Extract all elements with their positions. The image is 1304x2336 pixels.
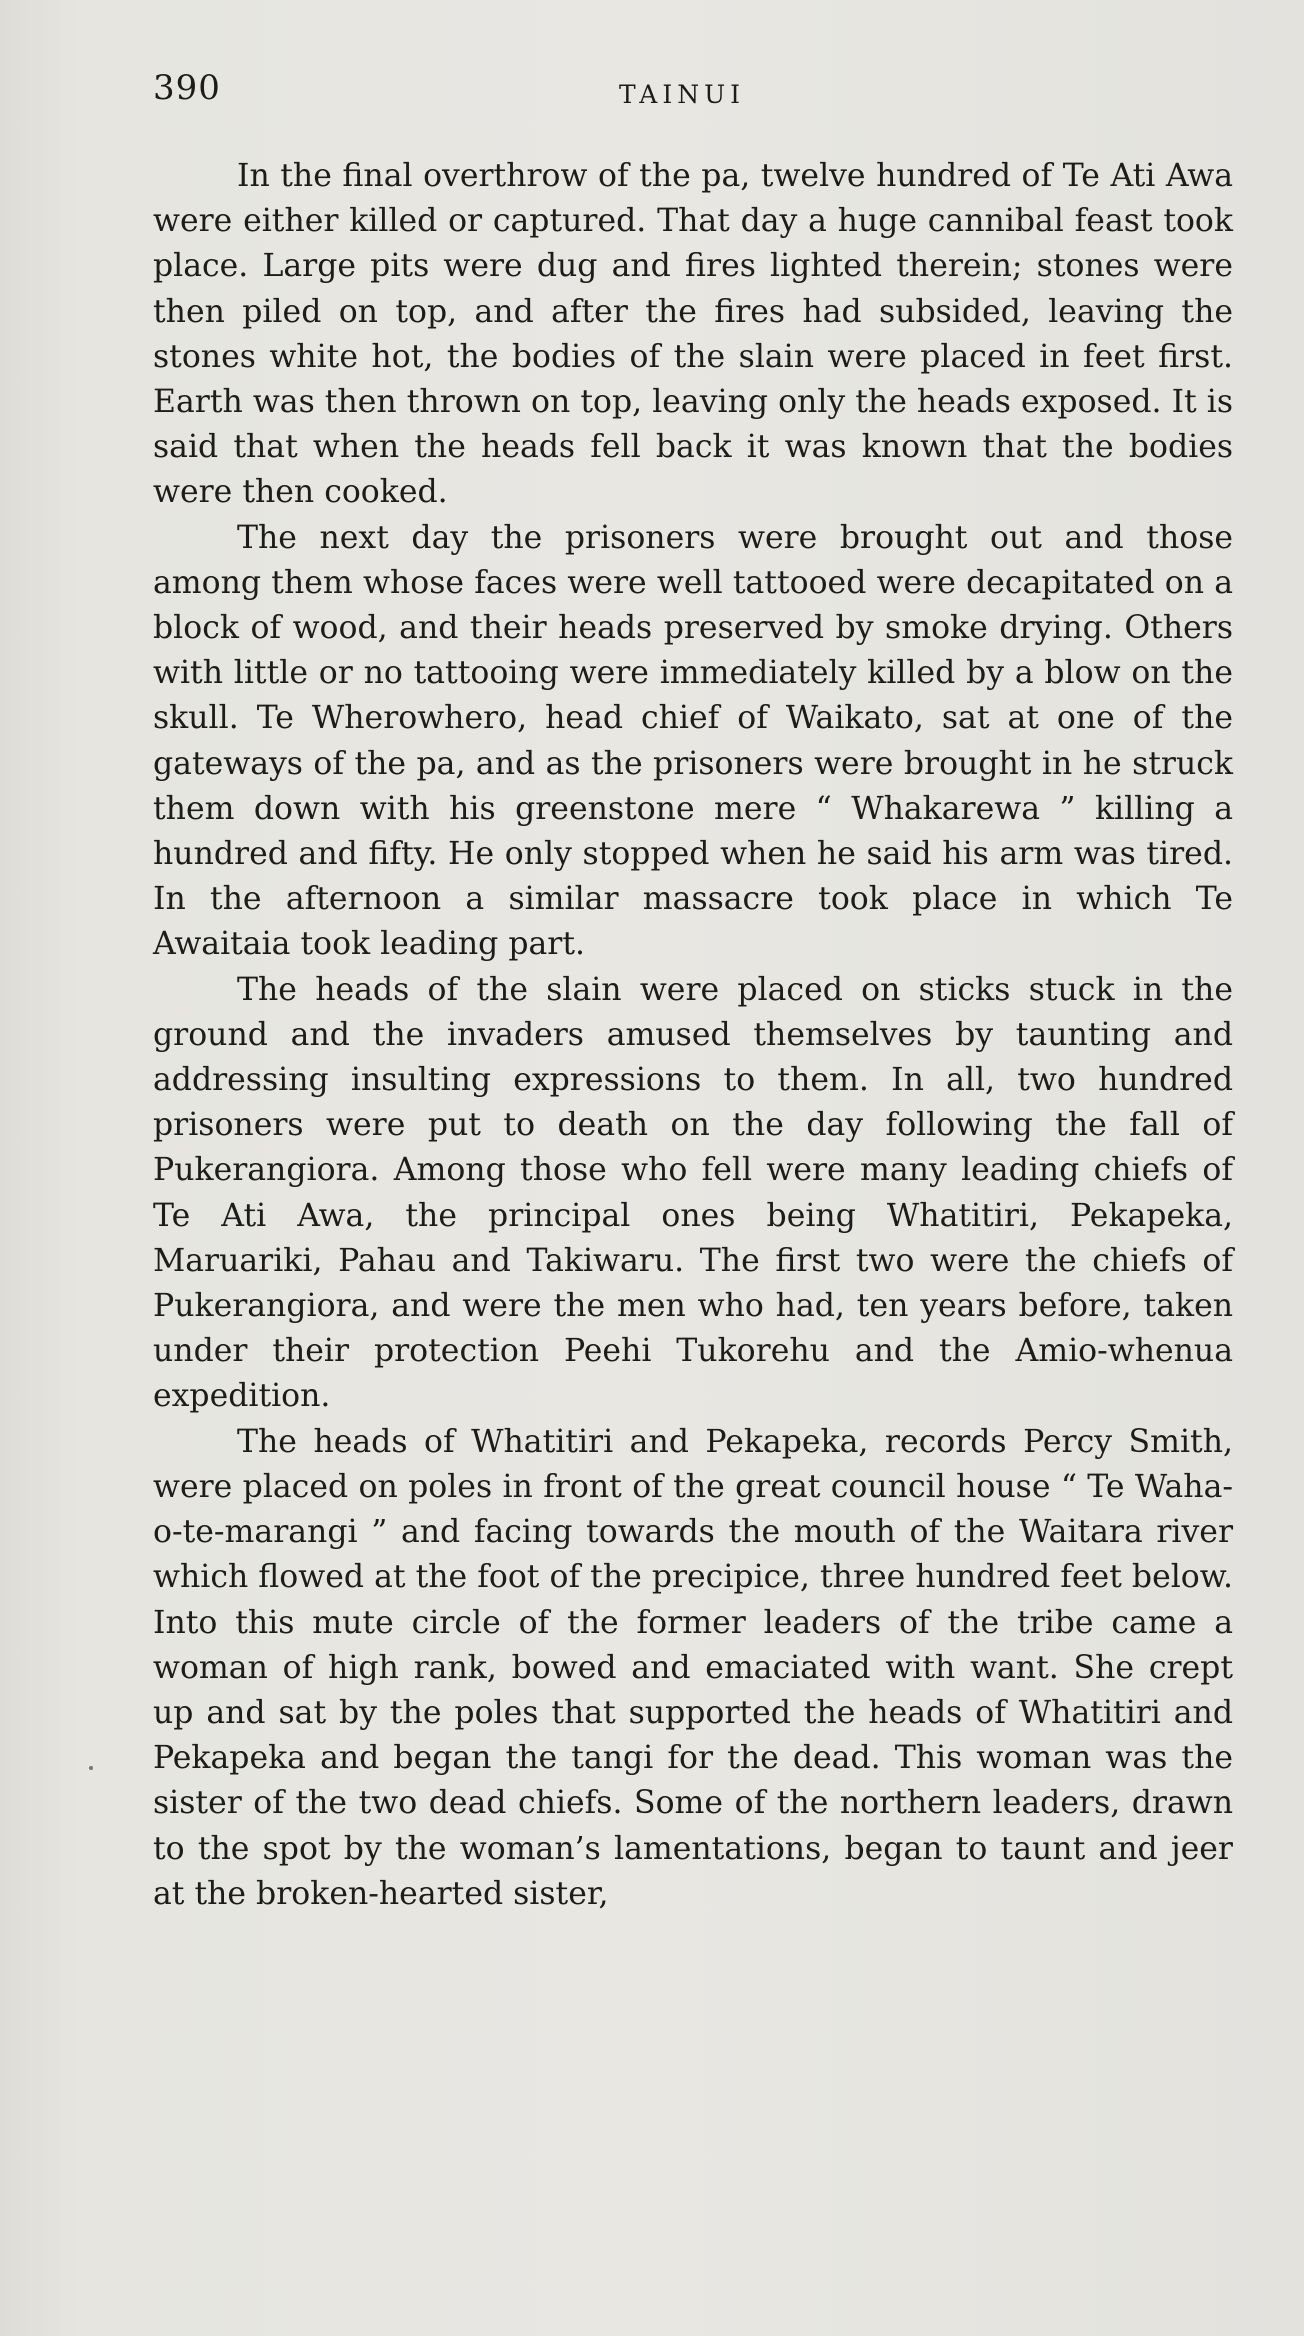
paragraph: The next day the prisoners were brought out and those among them whose faces were well tattooed were decapitated on a block of wood, and their heads preserved by smoke drying. Others with little or no tattooing were immediately killed by a blow on the skull. Te Wherowhero, head chief of Waikato, sat at one of the gateways of the pa, and as the prisoners were brought in he struck them down with his greenstone mere “ Whakarewa ” killing a hundred and fifty. He only stopped when he said his arm was tired. In the afternoon a similar massacre took place in which Te Awaitaia took leading part. [153, 519, 1233, 963]
page-header [153, 68, 1233, 118]
paper-speck [89, 1766, 93, 1770]
body-text [153, 154, 1233, 1917]
paragraph: The heads of the slain were placed on sticks stuck in the ground and the invaders amused themselves by taunting and addressing insulting expressions to them. In all, two hundred prisoners were put to death on the day following the fall of Pukerangiora. Among those who fell were many leading chiefs of Te Ati Awa, the principal ones being Whatitiri, Pekapeka, Maruariki, Pahau and Takiwaru. The first two were the chiefs of Pukerangiora, and were the men who had, ten years before, taken under their protection Peehi Tukorehu and the Amio-whenua expedition. [153, 971, 1233, 1415]
paragraph: In the final overthrow of the pa, twelve hundred of Te Ati Awa were either killed or captured. That day a huge cannibal feast took place. Large pits were dug and fires lighted therein; stones were then piled on top, and after the fires had subsided, leaving the stones white hot, the bodies of the slain were placed in feet first. Earth was then thrown on top, leaving only the heads exposed. It is said that when the heads fell back it was known that the bodies were then cooked. [153, 158, 1233, 511]
running-title: TAINUI [619, 80, 746, 109]
page-number: 390 [153, 68, 221, 108]
paragraph: The heads of Whatitiri and Pekapeka, records Percy Smith, were placed on poles in front of the great council house “ Te Waha-o-te-marangi ” and facing towards the mouth of the Waitara river which flowed at the foot of the precipice, three hundred feet below. Into this mute circle of the former leaders of the tribe came a woman of high rank, bowed and emaciated with want. She crept up and sat by the poles that supported the heads of Whatitiri and Pekapeka and began the tangi for the dead. This woman was the sister of the two dead chiefs. Some of the northern leaders, drawn to the spot by the woman’s lamentations, began to taunt and jeer at the broken-hearted sister, [153, 1423, 1233, 1912]
